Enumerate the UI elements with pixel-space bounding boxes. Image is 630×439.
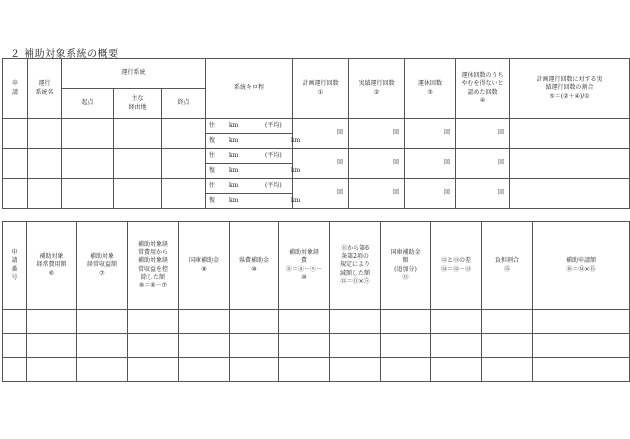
table-cell[interactable] xyxy=(27,358,77,382)
table-cell[interactable] xyxy=(533,310,630,334)
table-cell[interactable] xyxy=(330,334,381,358)
cell-via[interactable] xyxy=(114,119,162,149)
cell-km-outbound[interactable]: 往 km (平均) xyxy=(206,179,293,194)
header-unavoidable-suspensions: 運休回数のうち やむを得ないと 認めた回数 ④ xyxy=(456,59,510,119)
table-cell[interactable] xyxy=(230,310,279,334)
table-cell[interactable] xyxy=(77,334,128,358)
table-cell[interactable] xyxy=(381,334,431,358)
table-cell[interactable] xyxy=(77,310,128,334)
header-planned-runs: 計画運行回数 ① xyxy=(293,59,349,119)
cell-suspended-runs[interactable]: 回 xyxy=(405,179,456,209)
table-cell[interactable] xyxy=(482,334,533,358)
table-cell[interactable] xyxy=(128,310,179,334)
table-cell[interactable] xyxy=(27,334,77,358)
table-cell[interactable] xyxy=(128,334,179,358)
cell-request-no[interactable] xyxy=(3,179,28,209)
header-route-name: 運行 系統名 xyxy=(28,59,62,119)
table-cell[interactable] xyxy=(381,310,431,334)
header-run-ratio: 計画運行回数に対する実 績運行回数の割合 ⑤＝(②＋④)/① xyxy=(510,59,630,119)
cell-unavoidable-suspensions[interactable]: 回 xyxy=(456,149,510,179)
header-suspended-runs: 運休回数 ③ xyxy=(405,59,456,119)
table-cell[interactable] xyxy=(230,358,279,382)
cell-planned-runs[interactable]: 回 xyxy=(293,149,349,179)
cell-km-return[interactable]: 復 km km xyxy=(206,194,293,209)
cell-start[interactable] xyxy=(62,149,114,179)
header-deficit-amount: 補助対象経 常費用から 補助対象経 常収益を控 除した額 ⑧＝⑥－⑦ xyxy=(128,222,179,310)
cell-km-outbound[interactable]: 往 km (平均) xyxy=(206,119,293,134)
table-cell[interactable] xyxy=(330,310,381,334)
cell-planned-runs[interactable]: 回 xyxy=(293,179,349,209)
table-cell[interactable] xyxy=(279,310,330,334)
header-actual-runs: 実績運行回数 ② xyxy=(349,59,405,119)
table-cell[interactable] xyxy=(230,334,279,358)
table-cell[interactable] xyxy=(533,334,630,358)
section-title: ２ 補助対象系統の概要 xyxy=(10,49,119,60)
cell-suspended-runs[interactable]: 回 xyxy=(405,119,456,149)
header-national-subsidy-additional: 国庫補助金 額 (追加分) ⑬ xyxy=(381,222,431,310)
table-cell[interactable] xyxy=(431,334,482,358)
header-request-no: 申 請 番 号 xyxy=(3,222,27,310)
cell-planned-runs[interactable]: 回 xyxy=(293,119,349,149)
header-subsidy-cost: 補助対象 経常費用額 ⑥ xyxy=(27,222,77,310)
table-cell[interactable] xyxy=(179,334,230,358)
cell-route-name[interactable] xyxy=(28,149,62,179)
table-cell[interactable] xyxy=(77,358,128,382)
cell-actual-runs[interactable]: 回 xyxy=(349,149,405,179)
cell-run-ratio[interactable] xyxy=(510,149,630,179)
header-difference: ⑫と⑬の差 ⑭＝⑫－⑬ xyxy=(431,222,482,310)
header-start-point: 起点 xyxy=(62,89,114,119)
cell-start[interactable] xyxy=(62,119,114,149)
table-cell[interactable] xyxy=(3,334,27,358)
cell-unavoidable-suspensions[interactable]: 回 xyxy=(456,119,510,149)
table-cell[interactable] xyxy=(279,334,330,358)
cell-actual-runs[interactable]: 回 xyxy=(349,119,405,149)
header-via-points: 主な 経由地 xyxy=(114,89,162,119)
header-reduced-amount: ⑪から第6 条第2項の 規定により 減額した額 ⑫＝⑪×⑤ xyxy=(330,222,381,310)
cell-end[interactable] xyxy=(162,149,206,179)
cell-unavoidable-suspensions[interactable]: 回 xyxy=(456,179,510,209)
cell-km-outbound[interactable]: 往 km (平均) xyxy=(206,149,293,164)
cell-km-return[interactable]: 復 km km xyxy=(206,134,293,149)
header-route-km: 系統キロ程 xyxy=(206,59,293,119)
table-cell[interactable] xyxy=(279,358,330,382)
cell-end[interactable] xyxy=(162,179,206,209)
table-cell[interactable] xyxy=(482,310,533,334)
cell-via[interactable] xyxy=(114,149,162,179)
header-subsidy-revenue: 補助対象 経常収益額 ⑦ xyxy=(77,222,128,310)
table-cell[interactable] xyxy=(179,358,230,382)
table-cell[interactable] xyxy=(431,358,482,382)
header-end-point: 終点 xyxy=(162,89,206,119)
table-cell[interactable] xyxy=(179,310,230,334)
cell-via[interactable] xyxy=(114,179,162,209)
cell-request-no[interactable] xyxy=(3,149,28,179)
cell-route-name[interactable] xyxy=(28,179,62,209)
table-cell[interactable] xyxy=(27,310,77,334)
table-cell[interactable] xyxy=(3,358,27,382)
table-cell[interactable] xyxy=(330,358,381,382)
cell-actual-runs[interactable]: 回 xyxy=(349,179,405,209)
table-cell[interactable] xyxy=(3,310,27,334)
header-national-subsidy: 国庫補助金 ⑨ xyxy=(179,222,230,310)
table-cell[interactable] xyxy=(128,358,179,382)
cell-run-ratio[interactable] xyxy=(510,119,630,149)
table-cell[interactable] xyxy=(431,310,482,334)
cell-end[interactable] xyxy=(162,119,206,149)
cell-request-no[interactable] xyxy=(3,119,28,149)
table-cell[interactable] xyxy=(533,358,630,382)
cell-route-name[interactable] xyxy=(28,119,62,149)
route-overview-table xyxy=(2,58,630,209)
header-prefectural-subsidy: 県費補助金 ⑩ xyxy=(230,222,279,310)
header-request-no: 申 請 xyxy=(3,59,28,119)
header-request-amount: 補助申請額 ⑯＝⑭×⑮ xyxy=(533,222,630,310)
cell-run-ratio[interactable] xyxy=(510,179,630,209)
table-cell[interactable] xyxy=(381,358,431,382)
cell-start[interactable] xyxy=(62,179,114,209)
cell-km-return[interactable]: 復 km km xyxy=(206,164,293,179)
header-route-system: 運行系統 xyxy=(62,59,206,89)
header-share-ratio: 負担割合 ⑮ xyxy=(482,222,533,310)
table-cell[interactable] xyxy=(482,358,533,382)
header-eligible-cost: 補助対象経 費 ⑪＝⑧－⑨－ ⑩ xyxy=(279,222,330,310)
subsidy-amount-table xyxy=(2,221,630,382)
cell-suspended-runs[interactable]: 回 xyxy=(405,149,456,179)
